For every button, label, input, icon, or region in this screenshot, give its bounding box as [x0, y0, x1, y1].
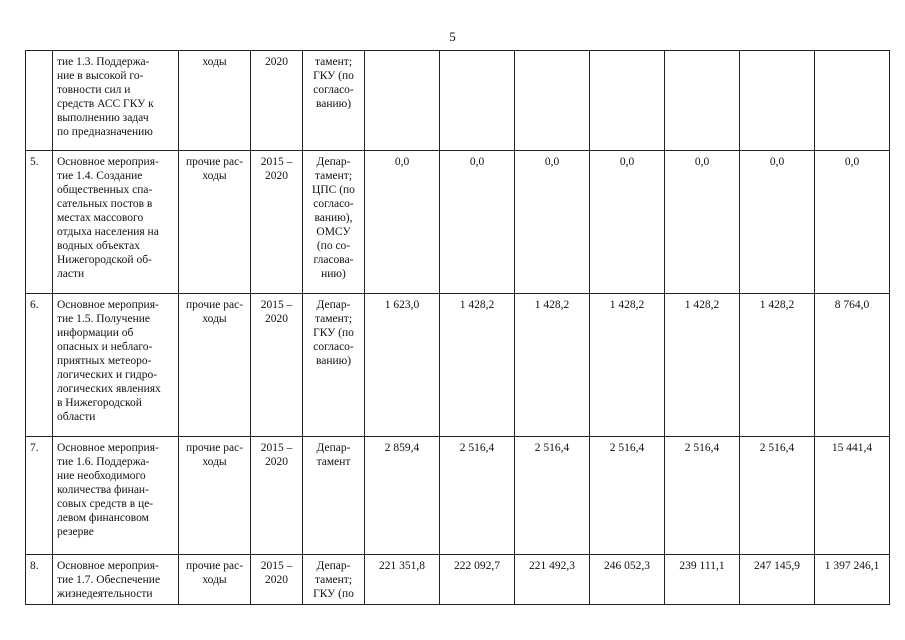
value-cell	[740, 294, 815, 437]
value-cell	[365, 51, 440, 151]
funding-source-cell-text: ходы	[202, 56, 227, 68]
value-cell	[440, 437, 515, 555]
value-cell	[515, 51, 590, 151]
value-cell	[365, 151, 440, 294]
value-cell-text: 222 092,7	[454, 560, 500, 572]
value-cell-text: 0,0	[469, 156, 485, 168]
row-number-cell	[26, 294, 53, 437]
funding-source-cell-text: прочие рас- ходы	[185, 560, 244, 586]
value-cell-text: 0,0	[844, 156, 860, 168]
funding-source-cell	[179, 51, 251, 151]
value-cell-text: 0,0	[769, 156, 785, 168]
value-cell-text: 1 623,0	[384, 299, 420, 311]
value-cell	[515, 555, 590, 605]
period-cell	[251, 51, 303, 151]
value-cell	[515, 151, 590, 294]
period-cell	[251, 294, 303, 437]
activity-name-cell	[53, 294, 179, 437]
value-cell	[365, 555, 440, 605]
table-row	[26, 555, 890, 605]
period-cell-text: 2015 – 2020	[260, 156, 293, 182]
value-cell-text: 1 428,2	[684, 299, 720, 311]
value-cell	[440, 555, 515, 605]
funding-source-cell	[179, 151, 251, 294]
value-cell-text: 247 145,9	[754, 560, 800, 572]
activity-name-cell-text: Основное мероприя- тие 1.4. Создание общественных спа- сательных постов в местах массового отдыха населения на водных объектах Нижегородской об- ласти	[57, 156, 159, 280]
value-cell-text: 2 516,4	[759, 442, 795, 454]
value-cell-text: 239 111,1	[679, 560, 725, 572]
value-cell-text: 0,0	[619, 156, 635, 168]
value-cell	[590, 555, 665, 605]
table-row	[26, 151, 890, 294]
value-cell	[515, 294, 590, 437]
activity-name-cell	[53, 51, 179, 151]
value-cell-text: 8 764,0	[834, 299, 870, 311]
activity-name-cell-text: Основное мероприя- тие 1.5. Получение информации об опасных и неблаго- приятных метеоро- логических и гидро- логических явлениях в Нижегородской области	[57, 299, 161, 423]
executor-cell	[303, 51, 365, 151]
value-cell-text: 1 428,2	[609, 299, 645, 311]
executor-cell	[303, 151, 365, 294]
funding-source-cell-text: прочие рас- ходы	[185, 156, 244, 182]
value-cell-text: 2 516,4	[459, 442, 495, 454]
value-cell-text: 0,0	[694, 156, 710, 168]
row-number-cell-text: 8.	[30, 560, 39, 572]
value-cell	[440, 51, 515, 151]
funding-source-cell	[179, 294, 251, 437]
activity-name-cell	[53, 151, 179, 294]
value-cell	[665, 555, 740, 605]
value-cell	[665, 151, 740, 294]
funding-source-cell-text: прочие рас- ходы	[185, 442, 244, 468]
value-cell-text: 2 516,4	[534, 442, 570, 454]
value-cell	[365, 294, 440, 437]
table-row	[26, 294, 890, 437]
executor-cell	[303, 555, 365, 605]
period-cell-text: 2015 – 2020	[260, 442, 293, 468]
value-cell	[815, 437, 890, 555]
executor-cell-text: Депар- тамент	[316, 442, 351, 468]
period-cell	[251, 151, 303, 294]
executor-cell	[303, 294, 365, 437]
row-number-cell	[26, 437, 53, 555]
value-cell	[815, 51, 890, 151]
value-cell	[740, 51, 815, 151]
row-number-cell-text: 7.	[30, 442, 39, 454]
executor-cell-text: Депар- тамент; ГКУ (по согласо- ванию)	[313, 299, 354, 367]
executor-cell-text: Депар- тамент; ГКУ (по	[313, 560, 354, 600]
budget-table	[25, 50, 890, 605]
funding-source-cell-text: прочие рас- ходы	[185, 299, 244, 325]
activity-name-cell-text: тие 1.3. Поддержа- ние в высокой го- товности сил и средств АСС ГКУ к выполнению задач по предназначению	[57, 56, 154, 138]
value-cell	[665, 437, 740, 555]
row-number-cell	[26, 555, 53, 605]
row-number-cell	[26, 51, 53, 151]
executor-cell-text: Депар- тамент; ЦПС (по согласо- ванию), ОМСУ (по со- гласова- нию)	[312, 156, 355, 280]
page-number: 5	[449, 29, 456, 44]
value-cell-text: 221 492,3	[529, 560, 575, 572]
value-cell	[665, 294, 740, 437]
value-cell	[740, 151, 815, 294]
executor-cell	[303, 437, 365, 555]
value-cell-text: 221 351,8	[379, 560, 425, 572]
value-cell	[815, 294, 890, 437]
value-cell-text: 1 428,2	[759, 299, 795, 311]
activity-name-cell-text: Основное мероприя- тие 1.6. Поддержа- ние необходимого количества финан- совых средств в це- левом финансовом резерве	[57, 442, 159, 538]
value-cell-text: 246 052,3	[604, 560, 650, 572]
period-cell-text: 2020	[265, 56, 288, 68]
value-cell-text: 2 516,4	[684, 442, 720, 454]
activity-name-cell	[53, 437, 179, 555]
funding-source-cell	[179, 437, 251, 555]
value-cell	[590, 51, 665, 151]
value-cell-text: 2 516,4	[609, 442, 645, 454]
funding-source-cell	[179, 555, 251, 605]
value-cell-text: 1 428,2	[459, 299, 495, 311]
value-cell	[740, 437, 815, 555]
table-row	[26, 51, 890, 151]
period-cell-text: 2015 – 2020	[260, 560, 293, 586]
value-cell	[590, 294, 665, 437]
value-cell-text: 1 428,2	[534, 299, 570, 311]
period-cell-text: 2015 – 2020	[260, 299, 293, 325]
activity-name-cell-text: Основное мероприя- тие 1.7. Обеспечение жизнедеятельности	[57, 560, 161, 600]
value-cell-text: 1 397 246,1	[824, 560, 880, 572]
value-cell	[665, 51, 740, 151]
value-cell	[590, 151, 665, 294]
value-cell	[815, 555, 890, 605]
value-cell-text: 15 441,4	[831, 442, 873, 454]
period-cell	[251, 555, 303, 605]
row-number-cell-text: 6.	[30, 299, 39, 311]
executor-cell-text: тамент; ГКУ (по согласо- ванию)	[313, 56, 354, 110]
row-number-cell-text: 5.	[30, 156, 39, 168]
period-cell	[251, 437, 303, 555]
value-cell	[365, 437, 440, 555]
value-cell	[590, 437, 665, 555]
value-cell	[440, 294, 515, 437]
row-number-cell	[26, 151, 53, 294]
value-cell	[815, 151, 890, 294]
value-cell-text: 0,0	[394, 156, 410, 168]
activity-name-cell	[53, 555, 179, 605]
value-cell	[740, 555, 815, 605]
value-cell	[515, 437, 590, 555]
value-cell	[440, 151, 515, 294]
table-row	[26, 437, 890, 555]
value-cell-text: 2 859,4	[384, 442, 420, 454]
value-cell-text: 0,0	[544, 156, 560, 168]
